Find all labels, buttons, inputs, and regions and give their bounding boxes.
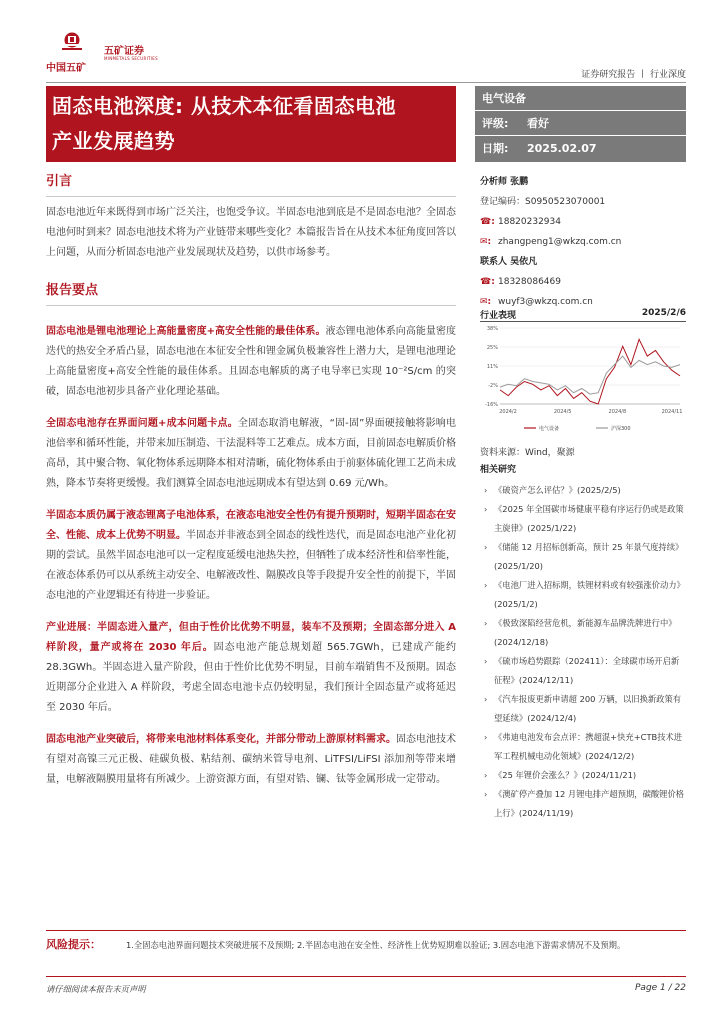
related-item-text: 《硫市场趋势跟踪（202411）：全球碳市场开启新征程》(2024/12/11) — [494, 656, 680, 685]
key-point-lead: 半固态本质仍属于液态锂离子电池体系，在液态电池安全性仍有提升预期时，短期半固态在安全、性能、成本上优势不明显。 — [46, 510, 456, 541]
chevron-right-icon: › — [484, 485, 488, 495]
related-item[interactable] — [480, 576, 686, 614]
related-item-text: 《破资产怎么评估？》(2025/2/5) — [494, 485, 621, 495]
key-point-paragraph — [46, 618, 456, 718]
report-type: 证券研究报告 丨 行业深度 — [581, 70, 686, 80]
phone-icon: ☎: — [480, 217, 495, 227]
related-item[interactable] — [480, 652, 686, 690]
phone-icon: ☎: — [480, 277, 495, 287]
key-point-lead: 产业进展：半固态进入量产，但由于性价比优势不明显，装车不及预期；全固态部分进入 A 样阶段，量产或将在 2030 年后。 — [46, 622, 456, 653]
industry-name: 电气设备 — [482, 92, 526, 105]
key-point-body: 液态锂电池体系向高能量密度迭代的热安全矛盾凸显，固态电池在本征安全性和锂金属负极兼容性上潜力大，是锂电池理论上高能量密度+高安全性能的最佳体系。且固态电解质的离子电导率已实现 10⁻²S/cm 的突破，固态电池初步具备产业化理论基础。 — [46, 326, 456, 397]
related-item[interactable] — [480, 766, 686, 785]
report-title-line-1: 固态电池深度: 从技术本征看固态电池 — [52, 94, 396, 118]
logo-icon — [60, 32, 84, 54]
key-point-body: 固态电池技术有望对高镍三元正极、硅碳负极、粘结剂、碳纳米管导电剂、LiTFSI/LiFSI 添加剂等带来增量，电解液隔膜用量将有所减少。上游资源方面，有望对锆、镧、钛等金属形成一定带动。 — [46, 734, 456, 785]
date-label: 日期: — [482, 142, 509, 155]
risk-text: 1.全固态电池界面问题技术突破进展不及预期; 2.半固态电池在安全性、经济性上优势短期难以验证; 3.固态电池下游需求情况不及预期。 — [126, 940, 626, 950]
date-row — [475, 136, 686, 161]
performance-source: 资料来源：Wind，聚源 — [480, 448, 575, 458]
chevron-right-icon: › — [484, 770, 488, 780]
report-title-line-2: 产业发展趋势 — [52, 129, 175, 153]
related-item[interactable] — [480, 538, 686, 576]
related-list — [480, 481, 686, 823]
x-tick-label: 2024/5 — [553, 409, 572, 415]
key-points-divider — [46, 305, 456, 306]
contact-phone-row — [480, 272, 686, 292]
y-tick-label: -16% — [485, 402, 498, 408]
performance-date: 2025/2/6 — [641, 308, 686, 318]
rating-box — [475, 86, 686, 162]
key-point-body: 半固态并非液态到全固态的线性迭代，而是固态电池产业化初期的尝试。虽然半固态电池可以一定程度延缓电池热失控，但牺牲了成本经济性和倍率性能，在液态体系仍可以从系统主动安全、电解液改性、隔膜改良等手段提升安全性的前提下，半固态电池的产业逻辑还有待进一步验证。 — [46, 530, 456, 601]
legend-label: 电气设备 — [539, 426, 560, 432]
related-item-text: 《极致深陷经营危机，新能源车品牌洗牌进行中》(2024/12/18) — [494, 618, 677, 647]
analyst-email-row — [480, 232, 686, 252]
date-value: 2025.02.07 — [527, 142, 597, 155]
key-point-lead: 固态电池产业突破后，将带来电池材料体系变化，并部分带动上游原材料需求。 — [46, 734, 396, 745]
y-tick-label: -2% — [488, 383, 498, 389]
key-point-paragraph — [46, 322, 456, 402]
related-item[interactable] — [480, 481, 686, 500]
related-item-text: 《澳矿停产叠加 12 月锂电排产超预期，碳酸锂价格上行》(2024/11/19) — [494, 789, 685, 818]
intro-text: 固态电池近年来既得到市场广泛关注，也饱受争议。半固态电池到底是不是固态电池？全固态电池何时到来？固态电池技术将为产业链带来哪些变化？本篇报告旨在从技术本征角度回答以上问题，从而分析固态电池产业发展现状及趋势，以供市场参考。 — [46, 207, 456, 258]
analyst-email[interactable]: zhangpeng1@wkzq.com.cn — [498, 237, 622, 247]
intro-divider — [46, 196, 456, 197]
industry-performance — [480, 308, 686, 440]
y-tick-label: 11% — [486, 364, 498, 370]
key-point-lead: 全固态电池存在界面问题+成本问题卡点。 — [46, 418, 238, 429]
related-item[interactable] — [480, 690, 686, 728]
analyst-cert: 登记编码：S0950523070001 — [480, 197, 606, 207]
related-item[interactable] — [480, 614, 686, 652]
related-item-text: 《2025 年全国碳市场健康平稳有序运行仍或是政策主旋律》(2025/1/22) — [494, 504, 684, 533]
email-icon: ✉: — [480, 297, 492, 307]
related-item-text: 《25 年锂价会涨么？》(2024/11/21) — [494, 770, 637, 780]
related-item[interactable] — [480, 500, 686, 538]
chevron-right-icon: › — [484, 618, 488, 628]
main-content — [46, 172, 456, 790]
key-points-heading: 报告要点 — [46, 283, 99, 298]
related-item-text: 《弗迪电池发布会点评：携超混+快充+CTB技术进军工程机械电动化领域》(2024/12/2) — [494, 732, 683, 761]
analyst-name: 分析师 张鹏 — [480, 177, 529, 187]
report-title-box — [46, 86, 456, 162]
related-item[interactable] — [480, 728, 686, 766]
chevron-right-icon: › — [484, 732, 488, 742]
performance-header — [480, 308, 686, 322]
page-number: Page 1 / 22 — [635, 983, 686, 993]
analyst-info — [480, 172, 686, 312]
y-tick-label: 38% — [486, 326, 498, 332]
key-point-lead: 固态电池是锂电池理论上高能量密度+高安全性能的最佳体系。 — [46, 326, 326, 337]
intro-heading: 引言 — [46, 174, 73, 189]
footer-disclaimer: 请仔细阅读本报告末页声明 — [46, 984, 146, 994]
performance-heading: 行业表现 — [480, 311, 517, 321]
contact-phone: 18328086469 — [498, 277, 561, 287]
chevron-right-icon: › — [484, 542, 488, 552]
x-tick-label: 2024/8 — [608, 409, 627, 415]
analyst-phone: 18820232934 — [498, 217, 561, 227]
industry-row — [475, 86, 686, 111]
logo — [46, 32, 166, 72]
contact-name: 联系人 吴依凡 — [480, 257, 538, 267]
rating-value: 看好 — [527, 117, 549, 130]
key-point-body: 固态电池产能总规划超 565.7GWh，已建成产能约 28.3GWh。半固态进入量产阶段，但由于性价比优势不明显，目前车端销售不及预期。固态近期部分企业进入 A 样阶段，考虑全固态电池卡点仍较明显，我们预计全固态量产或将延迟至 2030 年后。 — [46, 642, 457, 713]
footer-divider — [46, 976, 686, 977]
related-item-text: 《电池厂进入招标期，铁锂材料或有较强涨价动力》(2025/1/2) — [494, 580, 685, 609]
logo-company-name: 中国五矿 — [46, 63, 86, 74]
related-item-text: 《汽车报废更新申请超 200 万辆，以旧换新政策有望延续》(2024/12/4) — [494, 694, 682, 723]
x-tick-label: 2024/2 — [499, 409, 517, 415]
key-point-paragraph — [46, 414, 456, 494]
risk-section — [46, 930, 686, 954]
header-divider — [46, 82, 686, 83]
analyst-phone-row — [480, 212, 686, 232]
series-line — [500, 356, 680, 394]
chevron-right-icon: › — [484, 580, 488, 590]
y-tick-label: 25% — [486, 345, 498, 351]
rating-row — [475, 111, 686, 136]
related-item-text: 《储能 12 月招标创新高，预计 25 年景气度持续》(2025/1/20) — [494, 542, 684, 571]
risk-heading: 风险提示： — [46, 938, 101, 951]
related-heading: 相关研究 — [480, 465, 517, 475]
chevron-right-icon: › — [484, 694, 488, 704]
rating-label: 评级: — [482, 117, 509, 130]
x-tick-label: 2024/11 — [661, 409, 683, 415]
email-icon: ✉: — [480, 237, 492, 247]
key-point-paragraph — [46, 506, 456, 606]
chevron-right-icon: › — [484, 504, 488, 514]
logo-english-name: MINMETALS SECURITIES — [104, 56, 158, 61]
chevron-right-icon: › — [484, 656, 488, 666]
contact-email[interactable]: wuyf3@wkzq.com.cn — [498, 297, 593, 307]
legend-label: 沪深300 — [611, 426, 631, 432]
performance-chart — [480, 322, 686, 440]
logo-securities-name: 五矿证券 — [104, 46, 144, 57]
related-item[interactable] — [480, 785, 686, 823]
key-point-body: 全固态取消电解液，“固-固”界面硬接触将影响电池倍率和循环性能，并带来加压制造、干法混料等工艺难点。成本方面，目前固态电解质价格高昂，其中聚合物、氧化物体系远期降本相对清晰，硫化物体系由于前驱体硫化锂工艺尚未成熟，降本节奏将更缓慢。我们测算全固态电池远期成本有望达到 0.69 元/Wh。 — [46, 418, 456, 489]
key-point-paragraph — [46, 730, 456, 790]
chevron-right-icon: › — [484, 789, 488, 799]
